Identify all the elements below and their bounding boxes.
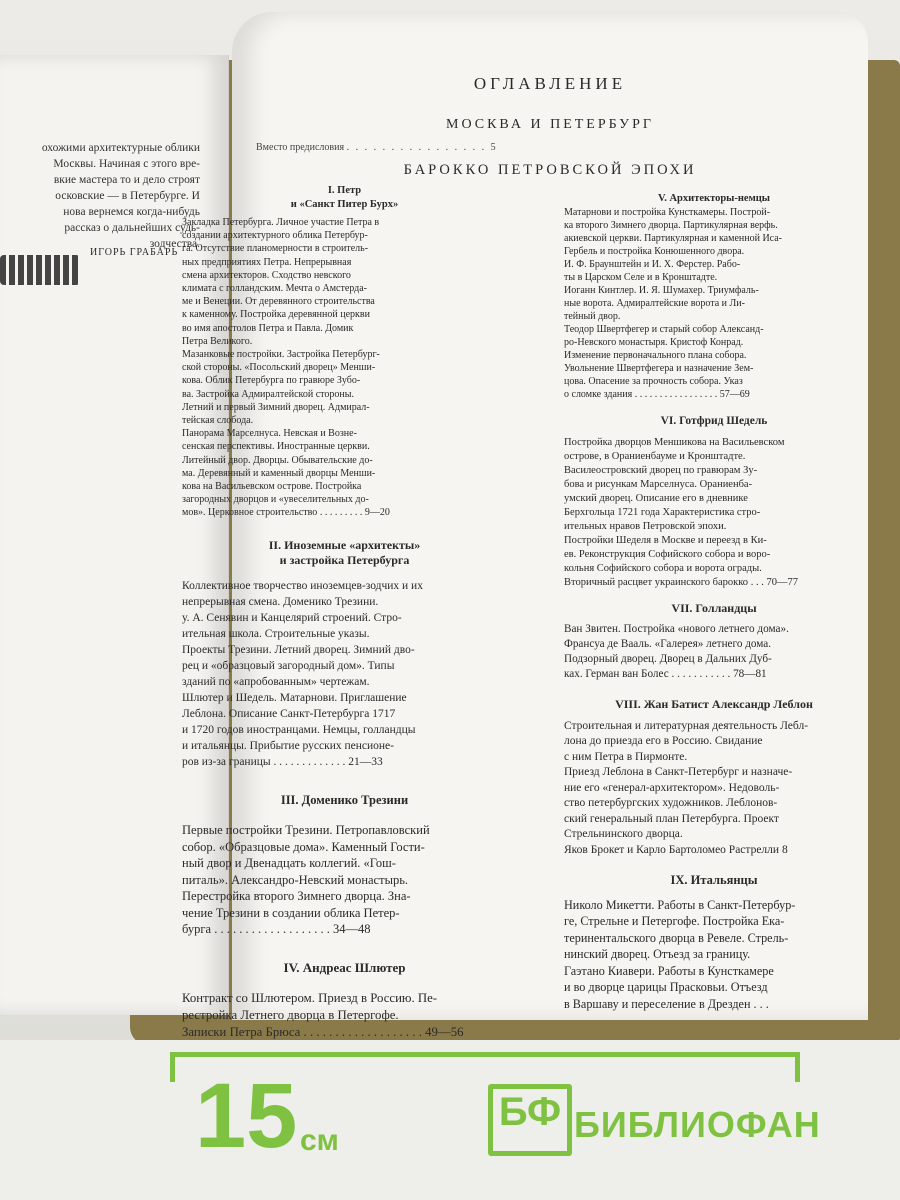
left-line: рассказ о дальнейших судь-: [64, 222, 200, 234]
chapter-heading: III. Доменико Трезини: [280, 792, 409, 807]
left-line: осковские — в Петербурге. И: [55, 190, 200, 202]
chapter-heading: V. Архитекторы-немцы: [658, 193, 770, 204]
brand-name: БИБЛИОФАН: [574, 1104, 821, 1145]
measure-value: 15: [195, 1065, 298, 1167]
preface-page: 5: [490, 142, 496, 153]
chapter-description: Строительная и литературная деятельность Лебл- лона до приезда его в Россию. Свидание с ним Петра в Пирмонте. Приезд Леблона в Санкт-Петербург и назначе- ние его «генерал-архитектором». Недоволь- ство петербургских художников. Леблонов- ский генеральный план Петербурга. Проект Стрельнинского дворца. Яков Брокет и Карло Бартоломео Растрелли 8: [564, 719, 864, 859]
chapter-heading: IX. Итальянцы: [670, 873, 758, 887]
page-range: 34—48: [332, 922, 371, 937]
chapter-description: Постройка дворцов Меншикова на Васильевском острове, в Ораниенбауме и Кронштадте. Василеостровский дворец по гравюрам Зу- бова и рисункам Марселнуса. Ораниенба- умский дворец. Описание его в дневнике Берхгольца 1721 года Характеристика стро- ительных нравов Петровской эпохи. Постройки Шеделя в Москве и переезд в Ки- ев. Реконструкция Софийского собора и воро- кольня Софийского собора и ворота ограды. Вторичный расцвет украинского барокко . . . 70—77: [564, 436, 798, 588]
ruler-tick: [795, 1052, 800, 1082]
chapter-description: Контракт со Шлютером. Приезд в Россию. Пе- рестройка Летнего дворца в Петергофе. Записки Петра Брюса . . . . . . . . . . . . . . . . . . . 49—56: [182, 991, 464, 1040]
toc-column-right: [564, 192, 864, 1012]
logo-letters: БФ: [498, 1090, 562, 1134]
chapter-heading: VII. Голландцы: [671, 600, 757, 615]
chapter-description: Ван Звитен. Постройка «нового летнего дома». Франсуа де Вааль. «Галерея» летнего дома. Подзорный дворец. Дворец в Дальних Дуб- ках. Герман ван Болес . . . . . . . . . . . 78—81: [564, 623, 789, 680]
preface-entry: Вместо предисловия . . . . . . . . . . . . . . . . 5: [256, 142, 496, 153]
page-range: 21—33: [348, 755, 383, 768]
chapter-description: Николо Микетти. Работы в Санкт-Петербур- ге, Стрельне и Петергофе. Постройка Ека- теринентальского дворца в Ревеле. Стрель- нинский дворец. Отъезд за границу. Гаэтано Киавери. Работы в Кунсткамере и во дворце царицы Прасковьи. Отъезд в Варшаву и переселение в Дрезден . . .: [564, 897, 796, 1011]
left-line: зодчества.: [149, 238, 200, 250]
ruler-tick: [170, 1052, 175, 1082]
page-title: ОГЛАВЛЕНИЕ: [473, 74, 627, 93]
page-range: 57—69: [719, 389, 750, 400]
page-range: 8: [781, 843, 788, 856]
page-range: 49—56: [425, 1025, 464, 1040]
left-line: охожими архитектурные облики: [41, 142, 200, 154]
section-title: БАРОККО ПЕТРОВСКОЙ ЭПОХИ: [403, 162, 697, 178]
measure-unit: см: [300, 1124, 339, 1157]
contents-page: [182, 12, 868, 1040]
left-page-text: [0, 140, 200, 252]
chapter-heading: VIII. Жан Батист Александр Леблон: [615, 697, 813, 711]
chapter-heading: IV. Андреас Шлютер: [283, 959, 406, 975]
part-title: МОСКВА И ПЕТЕРБУРГ: [446, 117, 654, 132]
chapter-description: Коллективное творчество иноземцев-зодчих и их непрерывная смена. Доменико Трезини. у. А. Сенявин и Канцелярий строений. Стро- ительная школа. Строительные указы. Проекты Трезини. Летний дворец. Зимний дво- рец и «образцовый загородный дом». Типы зданий по «апробованным» чертежам. Шлютер и Шедель. Матарнови. Приглашение Леблона. Описание Санкт-Петербурга 1717 и 1720 годов иностранцами. Немцы, голландцы и итальянцы. Прибытие русских пенсионе- ров из-за границы . . . . . . . . . . . . . 21—33: [182, 579, 423, 768]
chapter-heading: I. Петр и «Санкт Питер Бурх»: [290, 185, 399, 210]
left-line: нова вернемся когда-нибудь: [63, 206, 200, 218]
page-range: 78—81: [733, 668, 767, 680]
chapter-heading: II. Иноземные «архитекты» и застройка Петербурга: [268, 537, 421, 567]
left-line: вкие мастера то и дело строят: [53, 174, 200, 186]
left-line: Москвы. Начиная с этого вре-: [53, 158, 200, 170]
chapter-description: Матарнови и постройка Кунсткамеры. Построй- ка второго Зимнего дворца. Партикулярная верфь. акиевской церкви. Партикулярная и каменной Иса- Гербель и постройка Конюшенного двора. И. Ф. Браунштейн и И. Х. Ферстер. Рабо- ты в Царском Селе и в Кронштадте. Иоганн Кинтлер. И. Я. Шумахер. Триумфаль- ные ворота. Адмиралтейские ворота и Ли- тейный двор. Теодор Швертфегер и старый собор Александ- ро-Невского монастыря. Кристоф Конрад. Изменение первоначального плана собора. Увольнение Швертфегера и назначение Зем- цова. Опасение за прочность собора. Указ о сломке здания . . . . . . . . . . . . . . . . . 57—69: [564, 207, 782, 400]
chapter-heading: VI. Готфрид Шедель: [660, 415, 768, 427]
preface-label: Вместо предисловия: [256, 142, 345, 153]
page-range: 70—77: [766, 576, 798, 588]
chapter-description: Первые постройки Трезини. Петропавловский собор. «Образцовые дома». Каменный Гости- ный двор и Двенадцать коллегий. «Гош- питаль». Александро-Невский монастырь. Перестройка второго Зимнего дворца. Зна- чение Трезини в создании облика Петер- бурга . . . . . . . . . . . . . . . . . . . 34—48: [182, 823, 430, 937]
signature: ИГОРЬ ГРАБАРЬ: [90, 247, 179, 258]
ruler-line: [170, 1052, 800, 1057]
chapter-description: Закладка Петербурга. Личное участие Петра в создании архитектурного облика Петербур- га. Отсутствие планомерности в строитель- ных предприятиях Петра. Непрерывная смена архитекторов. Сходство невского климата с голландским. Мечта о Амстерда- ме и Венеции. От деревянного строительства к каменному. Постройка деревянной церкви во имя апостолов Петра и Павла. Домик Петра Великого. Мазанковые постройки. Застройка Петербург- ской стороны. «Посольский дворец» Менши- кова. Облик Петербурга по гравюре Зубо- ва. Застройка Адмиралтейской стороны. Летний и первый Зимний дворец. Адмирал- тейская слобода. Панорама Марселнуса. Невская и Возне- сенская перспективы. Иностранные церкви. Литейный двор. Дворцы. Обывательские до- ма. Деревянный и каменный дворцы Менши- кова на Васильевском острове. Постройка загородных дворцов и «увеселительных до- мов». Церковное строительство . . . . . . . . . 9—20: [182, 217, 390, 519]
page-range: 9—20: [364, 507, 390, 519]
ornament-icon: [0, 255, 80, 285]
toc-column-left: [182, 184, 507, 1041]
